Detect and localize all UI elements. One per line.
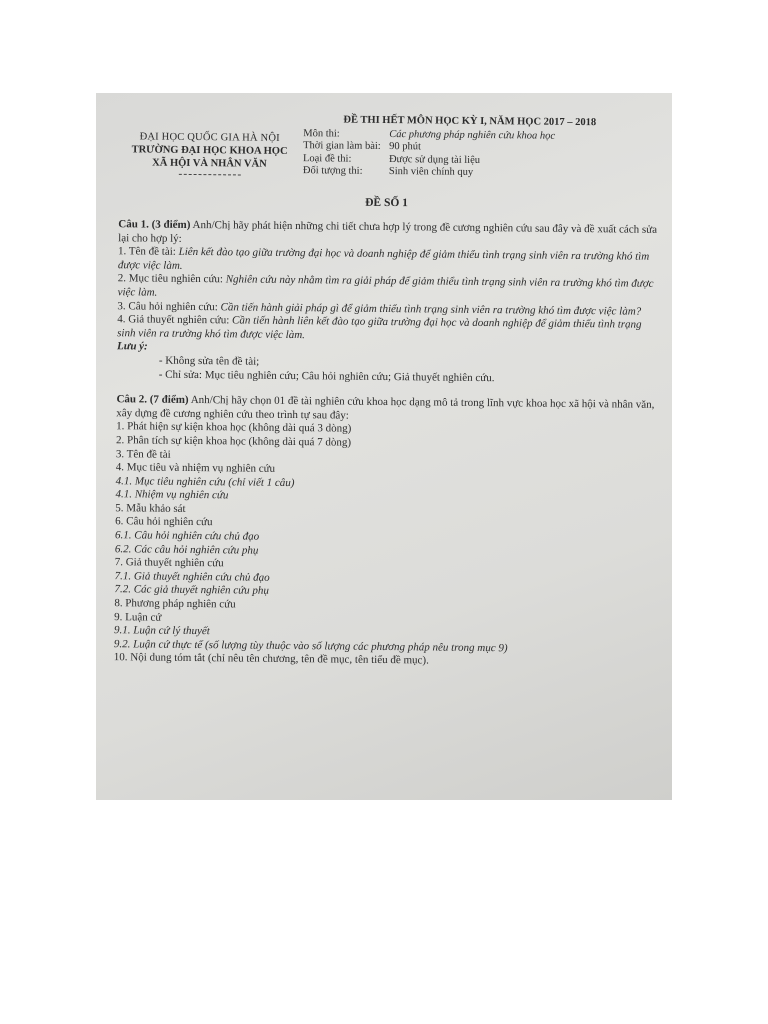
q2-outline-item: 2. Phân tích sự kiện khoa học (không dài quá 7 dòng)	[115, 434, 352, 449]
exam-body	[114, 218, 664, 671]
q2-outline-item: 4.1. Nhiệm vụ nghiên cứu	[115, 488, 229, 502]
q2-outline-item: 9. Luận cứ	[114, 610, 162, 624]
exam-paper	[96, 93, 672, 800]
question-1-text: Anh/Chị hãy phát hiện những chi tiết chưa hợp lý trong đề cương nghiên cứu sau đây và đề xuất cách sửa lại cho hợp lý:	[118, 218, 658, 245]
q2-outline-item: 10. Nội dung tóm tắt (chỉ nêu tên chương, tên đề mục, tên tiểu đề mục).	[113, 651, 429, 667]
q2-outline-item: 6. Câu hỏi nghiên cứu	[115, 515, 213, 529]
meta-value: Các phương pháp nghiên cứu khoa học	[389, 128, 556, 142]
q2-outline-item: 9.1. Luận cứ lý thuyết	[113, 624, 210, 638]
q1-item-prefix: 2. Mục tiêu nghiên cứu:	[117, 272, 226, 286]
q2-outline-item: 3. Tên đề tài	[115, 447, 171, 461]
document-photo	[96, 93, 672, 800]
q2-outline-item: 6.2. Các câu hỏi nghiên cứu phụ	[114, 542, 259, 557]
meta-label: Đối tượng thi:	[302, 165, 363, 177]
q2-outline-item: 7. Giả thuyết nghiên cứu	[114, 556, 224, 570]
q1-item-prefix: 4. Giả thuyết nghiên cứu:	[117, 313, 233, 327]
note-label: Lưu ý:	[116, 340, 148, 353]
q1-item-text: Liên kết đào tạo giữa trường đại học và doanh nghiệp để giảm thiểu tình trạng sinh viên ra trường khó tìm được việc làm.	[117, 246, 650, 272]
meta-label: Thời gian làm bài:	[303, 140, 381, 152]
question-2-text: Anh/Chị hãy chọn 01 đề tài nghiên cứu khoa học dạng mô tả trong lĩnh vực khoa học xã hội và nhân văn, xây dựng đề cương nghiên cứu theo trình tự sau đây:	[116, 394, 655, 422]
exam-title: ĐỀ THI HẾT MÔN HỌC KỲ I, NĂM HỌC 2017 – 2018	[343, 114, 597, 129]
meta-label: Loại đề thi:	[302, 152, 352, 165]
meta-value: Được sử dụng tài liệu	[388, 153, 481, 166]
university-name: ĐẠI HỌC QUỐC GIA HÀ NỘI	[139, 131, 280, 144]
q1-item-prefix: 1. Tên đề tài:	[117, 245, 179, 259]
q2-outline-item: 7.1. Giả thuyết nghiên cứu chủ đạo	[114, 570, 270, 584]
q2-outline-item: 6.1. Câu hỏi nghiên cứu chủ đạo	[114, 529, 260, 543]
exam-code: ĐỀ SỐ 1	[365, 196, 409, 210]
q1-item	[117, 313, 662, 346]
meta-value: Sinh viên chính quy	[388, 166, 474, 178]
question-2-label: Câu 2. (7 điểm)	[116, 393, 189, 407]
meta-label: Môn thi:	[303, 127, 340, 140]
meta-row-audience	[303, 165, 663, 181]
q2-outline-item: 8. Phương pháp nghiên cứu	[114, 597, 236, 611]
q2-outline-item: 4.1. Mục tiêu nghiên cứu (chỉ viết 1 câu)	[115, 474, 295, 489]
q1-item-prefix: 3. Câu hỏi nghiên cứu:	[117, 299, 221, 313]
note-item: - Không sửa tên đề tài;	[158, 354, 260, 368]
note-item: - Chỉ sửa: Mục tiêu nghiên cứu; Câu hỏi nghiên cứu; Giả thuyết nghiên cứu.	[158, 368, 495, 384]
q2-outline-item: 5. Mẫu khảo sát	[115, 502, 186, 515]
school-name-line2: XÃ HỘI VÀ NHÂN VĂN	[152, 157, 267, 170]
q1-item-text: Cần tiến hành giải pháp gì để giảm thiểu tình trạng sinh viên ra trường khó tìm được việc làm?	[220, 300, 642, 318]
q2-outline-item: 9.2. Luận cứ thực tế (số lượng tùy thuộc vào số lượng các phương pháp nêu trong mục 9)	[113, 637, 508, 655]
q2-outline	[114, 421, 662, 671]
institution-header	[117, 130, 302, 176]
header-divider	[178, 174, 240, 176]
school-name-line1: TRƯỜNG ĐẠI HỌC KHOA HỌC	[131, 144, 288, 157]
q1-item-text: Nghiên cứu này nhằm tìm ra giải pháp để giảm thiểu tình trạng sinh viên ra trường khó tìm được việc làm.	[117, 273, 654, 299]
meta-value: 90 phút	[389, 141, 421, 153]
q2-outline-item: 1. Phát hiện sự kiện khoa học (không dài quá 3 dòng)	[116, 420, 352, 435]
exam-header	[303, 114, 664, 181]
question-1-label: Câu 1. (3 điểm)	[118, 218, 191, 231]
q2-outline-item: 7.2. Các giả thuyết nghiên cứu phụ	[114, 583, 270, 598]
q1-item-text: Cần tiến hành liên kết đào tạo giữa trường đại học và doanh nghiệp để giảm thiểu tình trạng sinh viên ra trường khó tìm được việc làm.	[117, 314, 642, 341]
q2-outline-item: 4. Mục tiêu và nhiệm vụ nghiên cứu	[115, 461, 276, 475]
